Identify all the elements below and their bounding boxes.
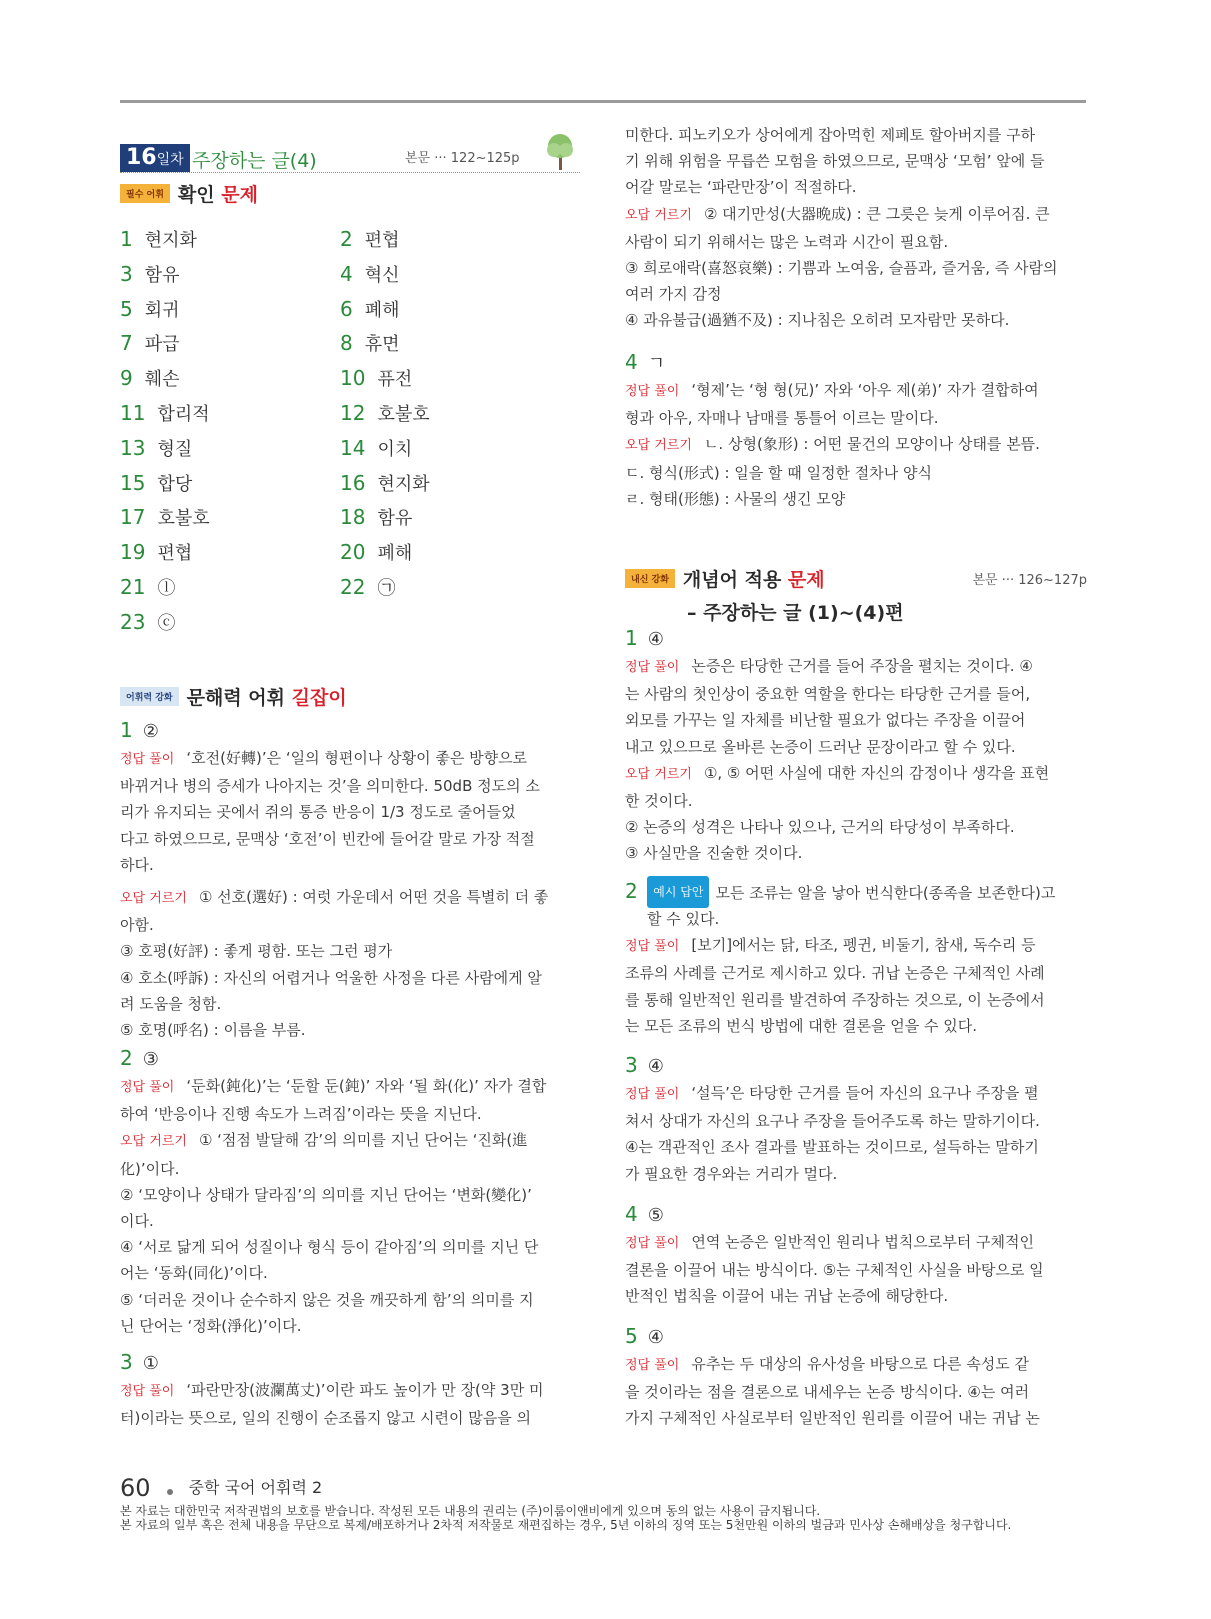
concept-question-4: [625, 1199, 1087, 1310]
question-number: 5: [625, 1324, 638, 1348]
answer-number: 14: [340, 435, 366, 460]
answer-number: 16: [340, 470, 366, 495]
question-number: 1: [120, 718, 133, 742]
answer-item: [120, 257, 180, 291]
text-line: 여러 가지 감정: [625, 285, 722, 304]
section-label: 필수 어휘: [120, 184, 170, 203]
section-title-highlight: 문제: [787, 569, 825, 591]
text-line: 는 모든 조류의 번식 방법에 대한 결론을 얻을 수 있다.: [625, 1016, 977, 1035]
section-title: [187, 687, 347, 709]
text-line: 리가 유지되는 곳에서 쥐의 통증 반응이 1/3 정도로 줄어들었: [120, 803, 516, 822]
section-title-highlight: 문제: [221, 184, 258, 206]
text-line: 를 통해 일반적인 원리를 발견하여 주장하는 것으로, 이 논증에서: [625, 990, 1045, 1009]
answer-item: [120, 466, 192, 500]
page-reference: 본문 ··· 126~127p: [972, 573, 1087, 588]
correct-explanation-label: 정답 풀이: [625, 1358, 680, 1373]
correct-explanation-label: 정답 풀이: [625, 660, 680, 675]
section-title: [178, 184, 258, 206]
answer-number: 8: [340, 331, 353, 356]
concept-question-3: [625, 1050, 1087, 1187]
answer-text: 회귀: [144, 299, 180, 321]
day-header: [120, 138, 580, 173]
answer-text: 이치: [377, 438, 413, 460]
day-number: 16: [126, 145, 157, 170]
text-line: 한 것이다.: [625, 792, 693, 811]
section-title: [683, 569, 825, 591]
answer-item: [120, 605, 175, 639]
text-line: ‘설득’은 타당한 근거를 들어 자신의 요구나 주장을 펼: [691, 1084, 1039, 1102]
text-line: 化)’이다.: [120, 1159, 180, 1178]
answer-item: [340, 396, 430, 430]
answer-item: [120, 431, 192, 465]
text-line: ⑤ ‘더러운 것이나 순수하지 않은 것을 깨끗하게 함’의 의미를 지: [120, 1290, 534, 1309]
text-line: ① ‘점점 발달해 감’의 의미를 지닌 단어는 ‘진화(進: [198, 1131, 528, 1150]
copyright-line: 본 자료는 대한민국 저작권법의 보호를 받습니다. 작성된 모든 내용의 권리는 (주)이룸이앤비에게 있으며 동의 없는 사용이 금지됩니다.: [120, 1504, 821, 1518]
section-check-header: [120, 180, 258, 207]
text-line: 유추는 두 대상의 유사성을 바탕으로 다른 속성도 같: [691, 1355, 1030, 1373]
question-1: [120, 715, 580, 1043]
answer-number: 13: [120, 435, 146, 460]
text-line: 연역 논증은 일반적인 원리나 법칙으로부터 구체적인: [691, 1233, 1034, 1251]
question-number: 1: [625, 626, 638, 650]
text-line: 어는 ‘동화(同化)’이다.: [120, 1264, 268, 1283]
answer-text: 호불호: [377, 404, 430, 425]
text-line: [보기]에서는 닭, 타조, 펭귄, 비둘기, 참새, 독수리 등: [691, 936, 1036, 955]
answer-text: 폐해: [364, 299, 400, 321]
text-line: ㄷ. 형식(形式) : 일을 할 때 일정한 절차나 양식: [625, 463, 933, 482]
text-line: ‘둔화(鈍化)’는 ‘둔할 둔(鈍)’ 자와 ‘될 화(化)’ 자가 결합: [186, 1077, 547, 1095]
text-line: ‘호전(好轉)’은 ‘일의 형편이나 상황이 좋은 방향으로: [186, 749, 528, 767]
text-line: 어갈 말로는 ‘파란만장’이 적절하다.: [625, 178, 857, 197]
text-line: ② ‘모양이나 상태가 달라짐’의 의미를 지닌 단어는 ‘변화(變化)’: [120, 1185, 532, 1204]
tree-icon: [540, 130, 580, 174]
text-line: ③ 사실만을 진술한 것이다.: [625, 844, 803, 863]
correct-explanation-label: 정답 풀이: [625, 1236, 680, 1251]
answer-text: 퓨전: [377, 369, 413, 391]
section-label: 내신 강화: [625, 569, 675, 588]
correct-explanation-label: 정답 풀이: [625, 384, 680, 399]
correct-explanation-label: 정답 풀이: [120, 1384, 175, 1399]
answer-number: 5: [120, 296, 133, 321]
question-number: 3: [120, 1350, 133, 1374]
text-line: ⑤ 호명(呼名) : 이름을 부름.: [120, 1021, 306, 1040]
answer-item: [120, 535, 192, 569]
text-line: 내고 있으므로 올바른 논증이 드러난 문장이라고 할 수 있다.: [625, 737, 1016, 756]
question-3-continued: [625, 122, 1087, 334]
top-rule: [120, 100, 1086, 103]
answer-text: ⓒ: [157, 612, 176, 634]
text-line: 조류의 사례를 근거로 제시하고 있다. 귀납 논증은 구체적인 사례: [625, 964, 1045, 983]
answer-item: [340, 361, 412, 395]
question-answer: ②: [142, 721, 159, 742]
text-line: 논증은 타당한 근거를 들어 주장을 펼치는 것이다. ④: [691, 657, 1033, 675]
text-line: 하여 ‘반응이나 진행 속도가 느려짐’이라는 뜻을 지닌다.: [120, 1105, 482, 1124]
copyright-line: 본 자료의 일부 혹은 전체 내용을 무단으로 복제/배포하거나 2차적 저작물로 재편집하는 경우, 5년 이하의 징역 또는 5천만원 이하의 벌금과 민사상 손해배상을 청구합니다.: [120, 1518, 1012, 1532]
section-title-text: 개념어 적용: [682, 569, 788, 591]
question-number: 3: [625, 1053, 638, 1077]
question-answer: ③: [142, 1049, 159, 1070]
answer-text: 편협: [157, 543, 193, 565]
answer-text: 현지화: [377, 473, 430, 495]
concept-question-1: [625, 623, 1087, 867]
answer-text: 파급: [144, 334, 180, 356]
wrong-explanation-label: 오답 거르기: [625, 438, 692, 454]
text-line: 닌 단어는 ‘정화(淨化)’이다.: [120, 1316, 302, 1335]
answer-number: 12: [340, 401, 366, 425]
wrong-explanation-label: 오답 거르기: [625, 766, 692, 782]
answer-item: [120, 222, 197, 256]
page-footer: [120, 1474, 1080, 1532]
answer-item: [340, 326, 400, 360]
answer-text: 휴면: [364, 334, 400, 356]
text-line: 모든 조류는 알을 낳아 번식한다(종족을 보존한다)고: [715, 884, 1056, 902]
day-suffix: 일차: [156, 152, 184, 168]
answer-item: [120, 500, 210, 534]
section-subtitle: – 주장하는 글 (1)~(4)편: [687, 602, 904, 624]
text-line: 가 필요한 경우와는 거리가 멀다.: [625, 1164, 838, 1183]
answer-item: [340, 292, 400, 326]
question-answer: ①: [142, 1353, 159, 1374]
answer-number: 15: [120, 470, 146, 495]
concept-question-2: [625, 876, 1087, 1039]
bullet-icon: [167, 1489, 173, 1495]
answer-item: [120, 396, 210, 430]
answer-text: 폐해: [377, 543, 413, 565]
answer-number: 2: [340, 227, 353, 251]
text-line: 려 도움을 청함.: [120, 994, 222, 1013]
text-line: ③ 희로애락(喜怒哀樂) : 기쁨과 노여움, 슬픔과, 즐거움, 즉 사람의: [625, 259, 1058, 278]
text-line: ‘파란만장(波瀾萬丈)’이란 파도 높이가 만 장(약 3만 미: [186, 1381, 544, 1399]
answer-item: [120, 326, 180, 360]
text-line: 는 사람의 첫인상이 중요한 역할을 한다는 타당한 근거를 들어,: [625, 685, 1031, 704]
text-line: ③ 호평(好評) : 좋게 평함. 또는 그런 평가: [120, 942, 393, 961]
question-answer: ㄱ: [647, 353, 666, 374]
answer-number: 1: [120, 227, 133, 251]
question-answer: ⑤: [647, 1205, 664, 1226]
section-title-text: 문해력 어휘: [186, 687, 292, 709]
text-line: 터)이라는 뜻으로, 일의 진행이 순조롭지 않고 시련이 많음을 의: [120, 1409, 532, 1428]
section-title-highlight: 길잡이: [291, 687, 347, 709]
page-number: 60: [120, 1474, 151, 1502]
answer-text: 호불호: [157, 508, 210, 530]
answer-text: 합당: [157, 473, 193, 495]
answer-number: 21: [120, 575, 146, 599]
text-line: 바뀌거나 병의 증세가 나아지는 것’을 의미한다. 50dB 정도의 소: [120, 777, 540, 796]
text-line: ㄹ. 형태(形態) : 사물의 생긴 모양: [625, 489, 846, 508]
answer-number: 17: [120, 505, 146, 530]
text-line: 형과 아우, 자매나 남매를 통틀어 이르는 말이다.: [625, 409, 939, 428]
answer-text: 합리적: [157, 404, 210, 425]
text-line: 이다.: [120, 1212, 154, 1231]
correct-explanation-label: 정답 풀이: [625, 1087, 680, 1102]
text-line: ① 선호(選好) : 여럿 가운데서 어떤 것을 특별히 더 좋: [198, 888, 549, 907]
answer-number: 4: [340, 261, 353, 286]
example-answer-badge: 예시 답안: [647, 876, 709, 908]
concept-question-5: [625, 1321, 1087, 1432]
answer-item: [120, 570, 175, 604]
correct-explanation-label: 정답 풀이: [625, 939, 680, 955]
answer-text: 혁신: [364, 264, 400, 286]
answer-item: [340, 500, 412, 534]
answer-item: [340, 535, 412, 569]
answer-number: 9: [120, 366, 133, 391]
question-3: [120, 1347, 580, 1431]
answer-text: 편협: [364, 230, 400, 251]
section-concept-header: [625, 565, 1087, 625]
text-line: ④ 호소(呼訴) : 자신의 어렵거나 억울한 사정을 다른 사람에게 알: [120, 968, 542, 987]
section-vocab-header: [120, 683, 347, 710]
day-badge: [120, 144, 190, 172]
text-line: ② 대기만성(大器晩成) : 큰 그릇은 늦게 이루어짐. 큰: [703, 204, 1050, 223]
wrong-explanation-label: 오답 거르기: [120, 1134, 187, 1150]
text-line: 반적인 법칙을 이끌어 내는 귀납 논증에 해당한다.: [625, 1287, 949, 1306]
question-number: 2: [625, 879, 638, 903]
question-answer: ④: [647, 1056, 664, 1077]
text-line: ‘형제’는 ‘형 형(兄)’ 자와 ‘아우 제(弟)’ 자가 결합하여: [691, 381, 1039, 399]
answer-text: 함유: [377, 508, 413, 530]
answer-number: 20: [340, 540, 366, 565]
text-line: ④는 객관적인 조사 결과를 발표하는 것이므로, 설득하는 말하기: [625, 1138, 1039, 1157]
text-line: ㄴ. 상형(象形) : 어떤 물건의 모양이나 상태를 본뜸.: [703, 435, 1040, 454]
answer-number: 22: [340, 575, 366, 599]
answer-number: 19: [120, 540, 146, 565]
question-answer: ④: [647, 629, 664, 650]
answer-number: 7: [120, 331, 133, 356]
answer-text: 훼손: [144, 369, 180, 391]
answer-number: 6: [340, 296, 353, 321]
text-line: 쳐서 상대가 자신의 요구나 주장을 들어주도록 하는 말하기이다.: [625, 1112, 1040, 1131]
text-line: 아함.: [120, 916, 154, 935]
page-reference: 본문 ··· 122~125p: [405, 151, 520, 166]
text-line: 을 것이라는 점을 결론으로 내세우는 논증 방식이다. ④는 여러: [625, 1383, 1030, 1402]
answer-item: [340, 570, 395, 604]
text-line: 가지 구체적인 사실로부터 일반적인 원리를 이끌어 내는 귀납 논: [625, 1409, 1040, 1428]
text-line: ④ 과유불급(過猶不及) : 지나침은 오히려 모자람만 못하다.: [625, 311, 1010, 330]
text-line: 기 위해 위험을 무릅쓴 모험을 하였으므로, 문맥상 ‘모험’ 앞에 들: [625, 152, 1045, 171]
question-number: 4: [625, 1202, 638, 1226]
day-title: 주장하는 글(4): [192, 150, 317, 172]
text-line: 외모를 가꾸는 일 자체를 비난할 필요가 없다는 주장을 이끌어: [625, 711, 1026, 730]
correct-explanation-label: 정답 풀이: [120, 1080, 175, 1095]
answer-text: ⓛ: [157, 578, 176, 599]
text-line: ①, ⑤ 어떤 사실에 대한 자신의 감정이나 생각을 표현: [703, 763, 1050, 782]
answer-text: 형질: [157, 438, 193, 460]
question-number: 2: [120, 1046, 133, 1070]
book-title: 중학 국어 어휘력 2: [188, 1478, 323, 1497]
question-number: 4: [625, 350, 638, 374]
answer-text: ㉠: [377, 578, 396, 599]
wrong-explanation-label: 오답 거르기: [625, 207, 692, 223]
text-line: 할 수 있다.: [647, 910, 720, 928]
text-line: 사람이 되기 위해서는 많은 노력과 시간이 필요함.: [625, 232, 949, 251]
answer-item: [340, 222, 400, 256]
answer-number: 3: [120, 261, 133, 286]
answer-item: [340, 431, 412, 465]
answer-number: 11: [120, 401, 146, 425]
answer-item: [120, 292, 180, 326]
section-title-text: 확인: [177, 184, 222, 206]
text-line: ② 논증의 성격은 나타나 있으나, 근거의 타당성이 부족하다.: [625, 818, 1015, 837]
text-line: 미한다. 피노키오가 상어에게 잡아먹힌 제페토 할아버지를 구하: [625, 126, 1036, 144]
answer-item: [120, 361, 180, 395]
question-answer: ④: [647, 1327, 664, 1348]
answer-text: 함유: [144, 264, 180, 286]
question-4: [625, 347, 1087, 512]
text-line: 하다.: [120, 855, 154, 874]
answer-item: [340, 466, 430, 500]
answer-number: 23: [120, 609, 146, 634]
answer-item: [340, 257, 400, 291]
text-line: 다고 하였으므로, 문맥상 ‘호전’이 빈칸에 들어갈 말로 가장 적절: [120, 829, 535, 848]
wrong-explanation-label: 오답 거르기: [120, 891, 187, 907]
answer-number: 18: [340, 505, 366, 530]
correct-explanation-label: 정답 풀이: [120, 752, 175, 767]
answer-text: 현지화: [144, 230, 197, 251]
question-2: [120, 1043, 580, 1339]
text-line: 결론을 이끌어 내는 방식이다. ⑤는 구체적인 사실을 바탕으로 일: [625, 1261, 1044, 1280]
text-line: ④ ‘서로 닮게 되어 성질이나 형식 등이 같아짐’의 의미를 지닌 단: [120, 1238, 539, 1257]
answer-number: 10: [340, 366, 366, 391]
section-label: 어휘력 강화: [120, 687, 179, 706]
